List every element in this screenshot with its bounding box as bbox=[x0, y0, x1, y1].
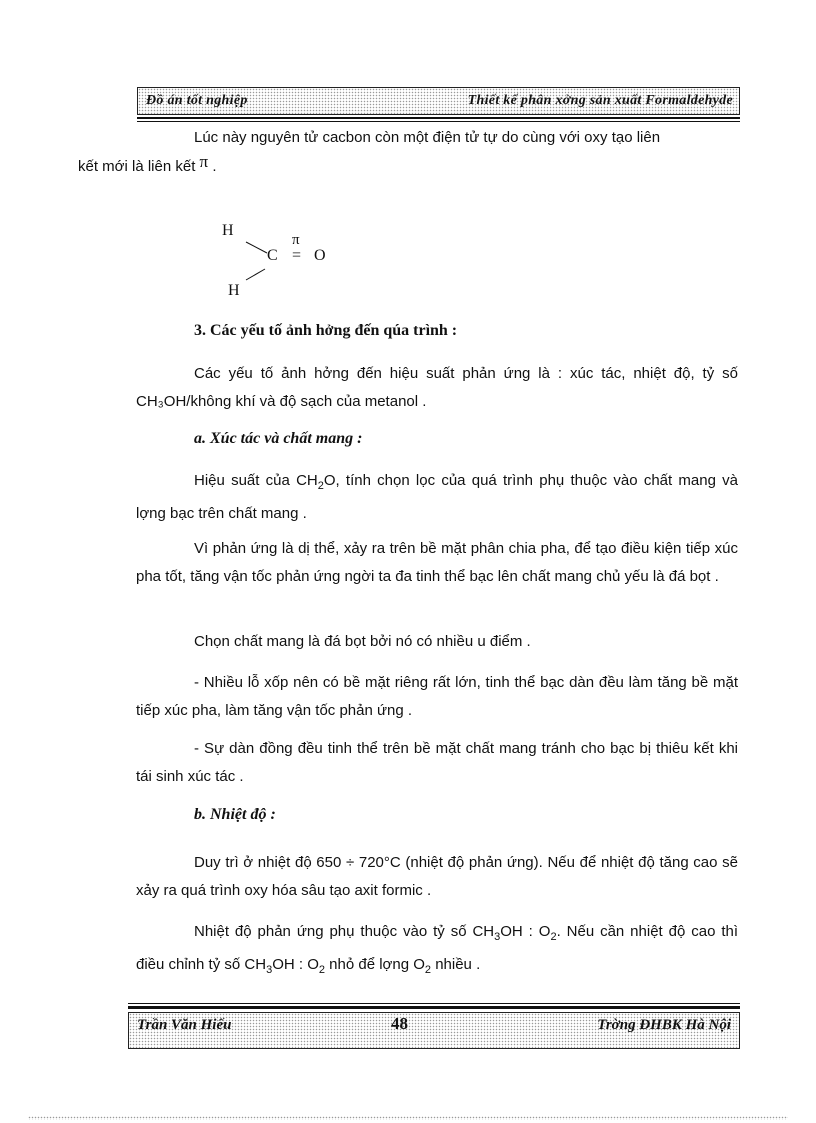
pi-bond-label: π bbox=[292, 232, 300, 248]
header-left-title: Đồ án tốt nghiệp bbox=[146, 93, 248, 108]
bottom-dotted-line bbox=[28, 1116, 788, 1120]
para-a4: - Nhiều lỗ xốp nên có bề mặt riêng rất lớn, tinh thể bạc dàn đều làm tăng bề mặt tiếp xúc pha, làm tăng vận tốc phản ứng . bbox=[136, 674, 738, 719]
para-a5: - Sự dàn đồng đều tinh thể trên bề mặt chất mang tránh cho bạc bị thiêu kết khi tái sinh xúc tác . bbox=[136, 740, 738, 785]
para-b2-text-a: Nhiệt độ phản ứng phụ thuộc vào tỷ số CH bbox=[194, 923, 495, 940]
footer-author: Trần Văn Hiếu bbox=[137, 1017, 232, 1033]
para-b1: Duy trì ở nhiệt độ 650 ÷ 720°C (nhiệt độ phản ứng). Nếu để nhiệt độ tăng cao sẽ xảy ra quá trình oxy hóa sâu tạo axit formic . bbox=[136, 854, 738, 899]
oxygen-atom: O bbox=[314, 247, 326, 264]
para-b2-text-f: nhiều . bbox=[431, 956, 481, 973]
page-header bbox=[137, 87, 740, 115]
footer-rule-thick bbox=[128, 1006, 740, 1009]
intro-line-2 bbox=[78, 152, 216, 181]
carbon-atom: C bbox=[267, 247, 278, 264]
double-bond: = bbox=[292, 247, 302, 264]
para-b2-text-b: OH : O bbox=[500, 923, 551, 940]
intro-line-1: Lúc này nguyên tử cacbon còn một điện tử tự do cùng với oxy tạo liên bbox=[194, 129, 661, 146]
hydrogen-bottom: H bbox=[228, 282, 240, 299]
para-a3: Chọn chất mang là đá bọt bởi nó có nhiều u điểm . bbox=[194, 633, 531, 650]
para-a1 bbox=[136, 467, 738, 528]
subsection-b-title: b. Nhiệt độ : bbox=[194, 806, 276, 823]
hydrogen-top: H bbox=[222, 222, 234, 239]
para-b2-sub-4: 2 bbox=[318, 964, 325, 976]
para-a1-sub: 2 bbox=[317, 480, 324, 492]
para-a1-text-2: O, tính chọn lọc của quá trình phụ thuộc vào chất mang và lợng bạc trên chất mang . bbox=[136, 472, 738, 522]
footer-school: Trờng ĐHBK Hà Nội bbox=[597, 1017, 731, 1033]
header-rule-thin bbox=[137, 121, 740, 122]
para-a2: Vì phản ứng là dị thể, xảy ra trên bề mặt phân chia pha, để tạo điều kiện tiếp xúc pha tốt, tăng vận tốc phản ứng ngời ta đa tinh thể bạc lên chất mang chủ yếu là đá bọt . bbox=[136, 540, 738, 585]
para-b2-sub-2: 2 bbox=[550, 931, 557, 943]
page-number: 48 bbox=[391, 1014, 408, 1033]
para-b2 bbox=[136, 918, 738, 984]
pi-symbol: π bbox=[199, 152, 209, 171]
para-b2-text-c: . Nếu cần nhiệt độ cao thì điều chỉnh tỷ số CH bbox=[136, 923, 739, 973]
section-3-title: 3. Các yếu tố ảnh hởng đến qúa trình : bbox=[194, 322, 458, 339]
para-b2-sub-3: 3 bbox=[266, 964, 273, 976]
page-footer bbox=[128, 1012, 740, 1049]
para-b2-sub-5: 2 bbox=[424, 964, 432, 976]
bond-h-bottom bbox=[246, 269, 265, 280]
para-b2-text-d: OH : O bbox=[272, 956, 319, 973]
structure-bonds bbox=[240, 236, 280, 286]
bond-h-top bbox=[246, 242, 267, 253]
header-right-title: Thiết kế phân xởng sản xuất Formaldehyde bbox=[467, 93, 733, 108]
header-rule-thick bbox=[137, 117, 740, 119]
para-b2-sub-1: 3 bbox=[494, 931, 501, 943]
intro-line-2-end: . bbox=[212, 158, 217, 175]
footer-rule-thin bbox=[128, 1003, 740, 1004]
para-b2-text-e: nhỏ để lợng O bbox=[325, 956, 425, 973]
intro-paragraph bbox=[78, 124, 738, 181]
section-3-paragraph: Các yếu tố ảnh hởng đến hiệu suất phản ứng là : xúc tác, nhiệt độ, tỷ số CH₃OH/không khí và độ sạch của metanol . bbox=[136, 365, 738, 410]
para-a1-text-1: Hiệu suất của CH bbox=[194, 472, 318, 489]
intro-line-2-text: kết mới là liên kết bbox=[78, 158, 200, 175]
subsection-a-title: a. Xúc tác và chất mang : bbox=[194, 430, 363, 447]
